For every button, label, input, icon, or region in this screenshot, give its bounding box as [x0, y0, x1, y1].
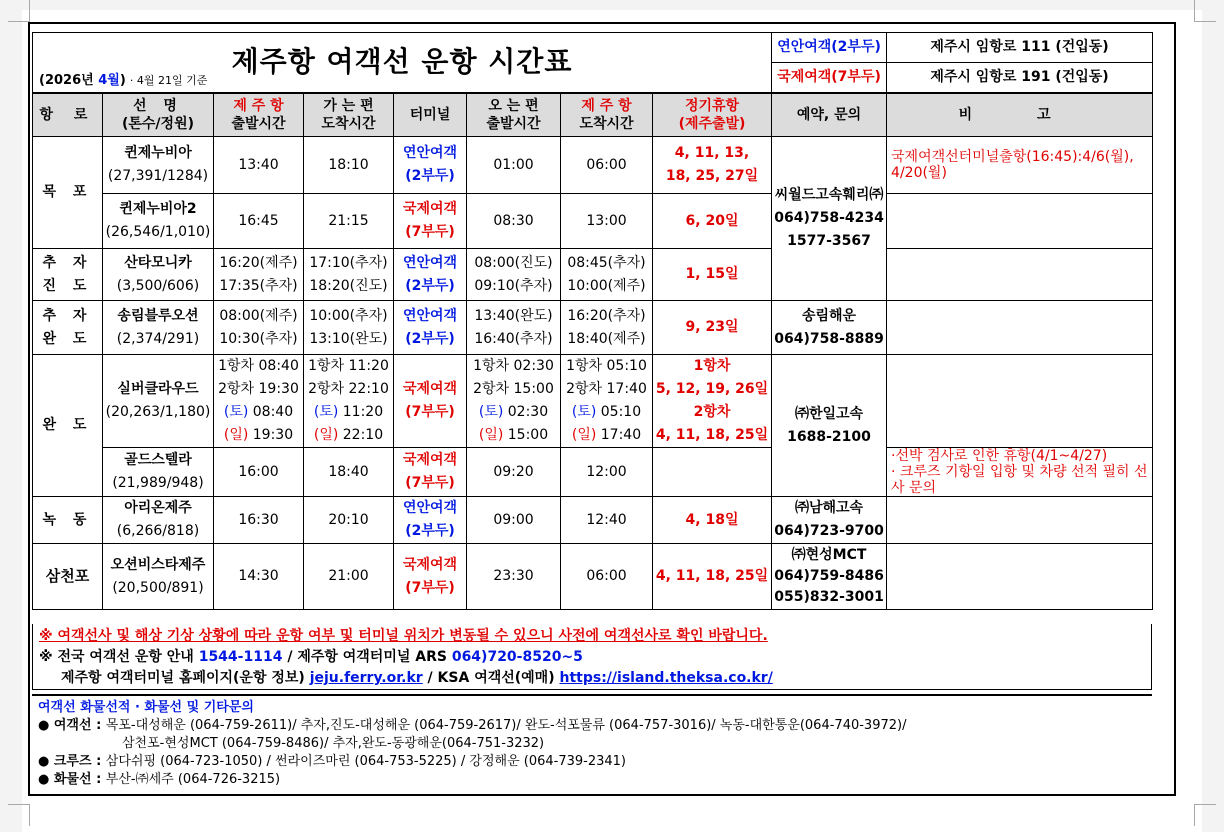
- arrival-time: 1항차 11:20 2항차 22:10 (토) 11:20 (일) 22:10: [304, 355, 394, 448]
- table-row: [33, 497, 1153, 544]
- arrival-time: 20:10: [304, 497, 394, 544]
- departure-time: 16:00: [214, 448, 304, 497]
- holiday-cell: [653, 448, 772, 497]
- notice-phone-line: ※ 전국 여객선 운항 안내 1544-1114 / 제주항 여객터미널 ARS 064)720-8520~5: [39, 649, 583, 665]
- route-name: 녹 동: [33, 497, 103, 544]
- year-suffix: ): [119, 72, 126, 88]
- departure-time: 16:45: [214, 194, 304, 249]
- as-of-date: · 4월 21일 기준: [129, 73, 208, 87]
- cargo-passenger-line: ● 여객선 : 목포-대성해운 (064-759-2611)/ 추자,진도-대성해운 (064-759-2617)/ 완도-석포물류 (064-757-3016)/ 녹동-대한통운(064-740-3972)/: [38, 718, 907, 733]
- remark-cell: [887, 544, 1153, 610]
- table-row: [33, 544, 1153, 610]
- month: 4월: [98, 72, 120, 88]
- col-outbound-arrival: 가 는 편 도착시간: [304, 93, 394, 137]
- return-arrival-time: 06:00: [561, 544, 653, 610]
- crop-mark-top-left: [8, 0, 30, 22]
- terminal-cell: 연안여객 (2부두): [394, 249, 467, 301]
- ferry-timetable: [32, 32, 1153, 610]
- col-terminal: 터미널: [394, 93, 467, 137]
- remark-cell: [887, 301, 1153, 355]
- terminal-cell: 국제여객 (7부두): [394, 544, 467, 610]
- col-jeju-departure: 제 주 항 출발시간: [214, 93, 304, 137]
- arrival-time: 17:10(추자) 18:20(진도): [304, 249, 394, 301]
- arrival-time: 18:40: [304, 448, 394, 497]
- return-departure-time: 13:40(완도) 16:40(추자): [467, 301, 561, 355]
- crop-mark-top-right: [1194, 0, 1216, 22]
- ksa-booking-link[interactable]: https://island.theksa.co.kr/: [559, 670, 773, 686]
- return-departure-time: 09:00: [467, 497, 561, 544]
- departure-time: 08:00(제주) 10:30(추자): [214, 301, 304, 355]
- contact-cell: 송림해운 064)758-8889: [772, 301, 887, 355]
- ship-cell: 골드스텔라 (21,989/948): [103, 448, 214, 497]
- arrival-time: 21:15: [304, 194, 394, 249]
- page-title: 제주항 여객선 운항 시간표: [231, 45, 573, 79]
- route-name: 목 포: [33, 137, 103, 249]
- ship-cell: 퀸제누비아2 (26,546/1,010): [103, 194, 214, 249]
- notice-web-line: 제주항 여객터미널 홈페이지(운항 정보) jeju.ferry.or.kr / KSA 여객선(예매) https://island.theksa.co.kr/: [61, 670, 773, 686]
- contact-cell: ㈜한일고속 1688-2100: [772, 355, 887, 497]
- holiday-cell: 4, 11, 18, 25일: [653, 544, 772, 610]
- route-name: 추 자 완 도: [33, 301, 103, 355]
- year-prefix: (2026년: [39, 72, 99, 88]
- route-name: 추 자 진 도: [33, 249, 103, 301]
- terminal2-address: 제주시 임항로 191 (건입동): [887, 63, 1153, 93]
- ship-cell: 송림블루오션 (2,374/291): [103, 301, 214, 355]
- return-arrival-time: 12:00: [561, 448, 653, 497]
- route-name: 삼천포: [33, 544, 103, 610]
- table-row: [33, 137, 1153, 194]
- remark-cell: [887, 497, 1153, 544]
- holiday-cell: 1, 15일: [653, 249, 772, 301]
- return-departure-time: 08:00(진도) 09:10(추자): [467, 249, 561, 301]
- return-departure-time: 08:30: [467, 194, 561, 249]
- return-arrival-time: 12:40: [561, 497, 653, 544]
- terminal1-name: 연안여객(2부두): [772, 33, 887, 63]
- crop-mark-bottom-left: [8, 804, 30, 826]
- remark-cell: [887, 194, 1153, 249]
- table-row: [33, 301, 1153, 355]
- holiday-cell: 1항차 5, 12, 19, 26일 2항차 4, 11, 18, 25일: [653, 355, 772, 448]
- col-return-departure: 오 는 편 출발시간: [467, 93, 561, 137]
- cargo-info: [32, 694, 1152, 790]
- remark-cell: [887, 249, 1153, 301]
- holiday-cell: 6, 20일: [653, 194, 772, 249]
- terminal-cell: 국제여객 (7부두): [394, 194, 467, 249]
- ship-cell: 아리온제주 (6,266/818): [103, 497, 214, 544]
- table-row: [33, 448, 1153, 497]
- notice-box: [32, 624, 1152, 690]
- ship-cell: 퀸제누비아 (27,391/1284): [103, 137, 214, 194]
- table-row: [33, 355, 1153, 448]
- departure-time: 14:30: [214, 544, 304, 610]
- return-departure-time: 01:00: [467, 137, 561, 194]
- return-arrival-time: 13:00: [561, 194, 653, 249]
- return-arrival-time: 16:20(추자) 18:40(제주): [561, 301, 653, 355]
- title-cell: [33, 33, 772, 93]
- terminal-cell: 국제여객 (7부두): [394, 355, 467, 448]
- table-row: [33, 249, 1153, 301]
- cargo-passenger-line2: 삼천포-현성MCT (064-759-8486)/ 추자,완도-동광해운(064-751-3232): [122, 736, 545, 751]
- cargo-heading: 여객선 화물선적 · 화물선 및 기타문의: [38, 700, 254, 715]
- departure-time: 13:40: [214, 137, 304, 194]
- cargo-cruise-line: ● 크루즈 : 삼다쉬핑 (064-723-1050) / 썬라이즈마린 (064-753-5225) / 강정해운 (064-739-2341): [38, 754, 627, 769]
- document-content: [30, 24, 1174, 794]
- table-row: [33, 194, 1153, 249]
- terminal-homepage-link[interactable]: jeju.ferry.or.kr: [309, 670, 423, 686]
- departure-time: 16:20(제주) 17:35(추자): [214, 249, 304, 301]
- terminal2-name: 국제여객(7부두): [772, 63, 887, 93]
- remark-cell: 국제여객선터미널출항(16:45):4/6(월), 4/20(월): [887, 137, 1153, 194]
- col-route: 항 로: [33, 93, 103, 137]
- ship-cell: 산타모니카 (3,500/606): [103, 249, 214, 301]
- holiday-cell: 4, 18일: [653, 497, 772, 544]
- contact-cell: 씨월드고속훼리㈜ 064)758-4234 1577-3567: [772, 137, 887, 301]
- col-ship: 선 명 (톤수/정원): [103, 93, 214, 137]
- return-arrival-time: 08:45(추자) 10:00(제주): [561, 249, 653, 301]
- holiday-cell: 9, 23일: [653, 301, 772, 355]
- arrival-time: 21:00: [304, 544, 394, 610]
- arrival-time: 10:00(추자) 13:10(완도): [304, 301, 394, 355]
- ship-cell: 오션비스타제주 (20,500/891): [103, 544, 214, 610]
- date-line: [35, 73, 207, 89]
- arrival-time: 18:10: [304, 137, 394, 194]
- crop-mark-bottom-right: [1194, 804, 1216, 826]
- remark-cell: [887, 355, 1153, 448]
- col-remarks: 비 고: [887, 93, 1153, 137]
- contact-cell: ㈜남해고속 064)723-9700: [772, 497, 887, 544]
- return-departure-time: 09:20: [467, 448, 561, 497]
- departure-time: 1항차 08:40 2항차 19:30 (토) 08:40 (일) 19:30: [214, 355, 304, 448]
- terminal1-address: 제주시 임항로 111 (건입동): [887, 33, 1153, 63]
- cargo-freight-line: ● 화물선 : 부산-㈜세주 (064-726-3215): [38, 772, 281, 787]
- remark-cell: ·선박 검사로 인한 휴항(4/1~4/27) · 크루즈 기항일 입항 및 차량 선적 필히 선사 문의: [887, 448, 1153, 497]
- notice-warning: ※ 여객선사 및 해상 기상 상황에 따라 운항 여부 및 터미널 위치가 변동될 수 있으니 사전에 여객선사로 확인 바랍니다.: [39, 628, 768, 644]
- return-arrival-time: 1항차 05:10 2항차 17:40 (토) 05:10 (일) 17:40: [561, 355, 653, 448]
- route-name: 완 도: [33, 355, 103, 497]
- terminal-cell: 연안여객 (2부두): [394, 301, 467, 355]
- return-departure-time: 23:30: [467, 544, 561, 610]
- return-departure-time: 1항차 02:30 2항차 15:00 (토) 02:30 (일) 15:00: [467, 355, 561, 448]
- contact-cell: ㈜현성MCT 064)759-8486 055)832-3001: [772, 544, 887, 610]
- col-contact: 예약, 문의: [772, 93, 887, 137]
- return-arrival-time: 06:00: [561, 137, 653, 194]
- terminal-cell: 연안여객 (2부두): [394, 497, 467, 544]
- column-header-row: [33, 93, 1153, 137]
- terminal-cell: 연안여객 (2부두): [394, 137, 467, 194]
- terminal-cell: 국제여객 (7부두): [394, 448, 467, 497]
- col-jeju-arrival: 제 주 항 도착시간: [561, 93, 653, 137]
- departure-time: 16:30: [214, 497, 304, 544]
- ship-cell: 실버클라우드 (20,263/1,180): [103, 355, 214, 448]
- col-holiday: 정기휴항 (제주출발): [653, 93, 772, 137]
- holiday-cell: 4, 11, 13, 18, 25, 27일: [653, 137, 772, 194]
